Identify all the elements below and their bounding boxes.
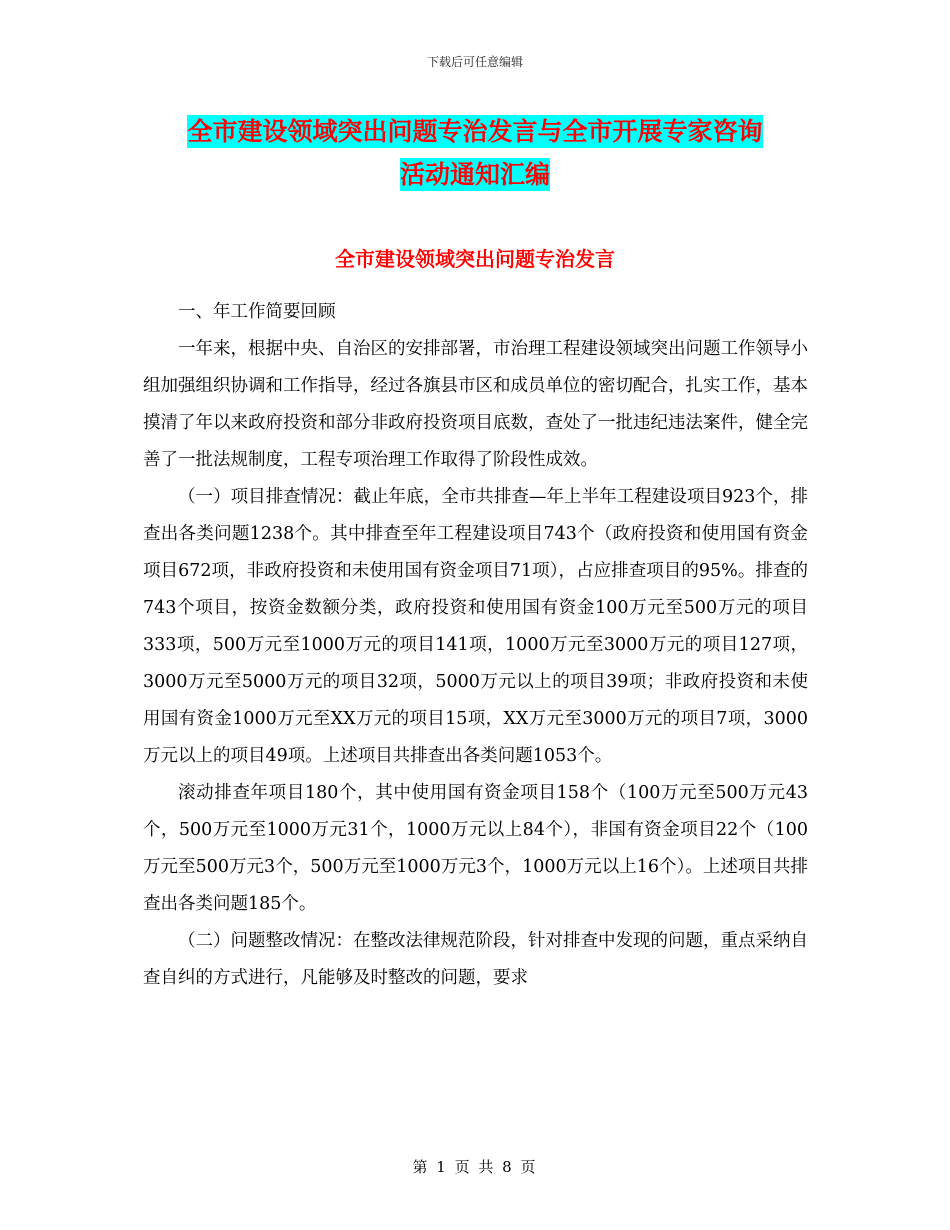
paragraph: （一）项目排查情况：截止年底，全市共排查—年上半年工程建设项目923个，排查出各类问题1238个。其中排查至年工程建设项目743个（政府投资和使用国有资金项目672项，非政府投资和未使用国有资金项目71项），占应排查项目的95%。排查的743个项目，按资金数额分类，政府投资和使用国有资金100万元至500万元的项目333项，500万元至1000万元的项目141项，1000万元至3000万元的项目127项，3000万元至5000万元的项目32项，5000万元以上的项目39项；非政府投资和未使用国有资金1000万元至XX万元的项目15项，XX万元至3000万元的项目7项，3000万元以上的项目49项。上述项目共排查出各类问题1053个。 xyxy=(143,487,808,766)
paragraph: 滚动排查年项目180个，其中使用国有资金项目158个（100万元至500万元43个，500万元至1000万元31个，1000万元以上84个），非国有资金项目22个（100万元至500万元3个，500万元至1000万元3个，1000万元以上16个）。上述项目共排查出各类问题185个。 xyxy=(143,783,808,914)
document-title-line-1-text: 全市建设领域突出问题专治发言与全市开展专家咨询 xyxy=(187,117,763,146)
document-title-line-1 xyxy=(140,110,810,154)
document-title-line-2-text: 活动通知汇编 xyxy=(399,160,550,189)
header-note: 下载后可任意编辑 xyxy=(426,55,523,69)
paragraph: （二）问题整改情况：在整改法律规范阶段，针对排查中发现的问题，重点采纳自查自纠的方式进行，凡能够及时整改的问题，要求 xyxy=(143,931,808,988)
paragraph-heading: 一、年工作简要回顾 xyxy=(178,302,336,322)
section-title: 全市建设领域突出问题专治发言 xyxy=(335,247,615,271)
document-body xyxy=(143,294,808,997)
document-title-line-2 xyxy=(150,153,800,197)
paragraph: 一年来，根据中央、自治区的安排部署，市治理工程建设领域突出问题工作领导小组加强组织协调和工作指导，经过各旗县市区和成员单位的密切配合，扎实工作，基本摸清了年以来政府投资和部分非政府投资项目底数，查处了一批违纪违法案件，健全完善了一批法规制度，工程专项治理工作取得了阶段性成效。 xyxy=(143,339,808,470)
page-footer: 第 1 页 共 8 页 xyxy=(412,1158,538,1176)
